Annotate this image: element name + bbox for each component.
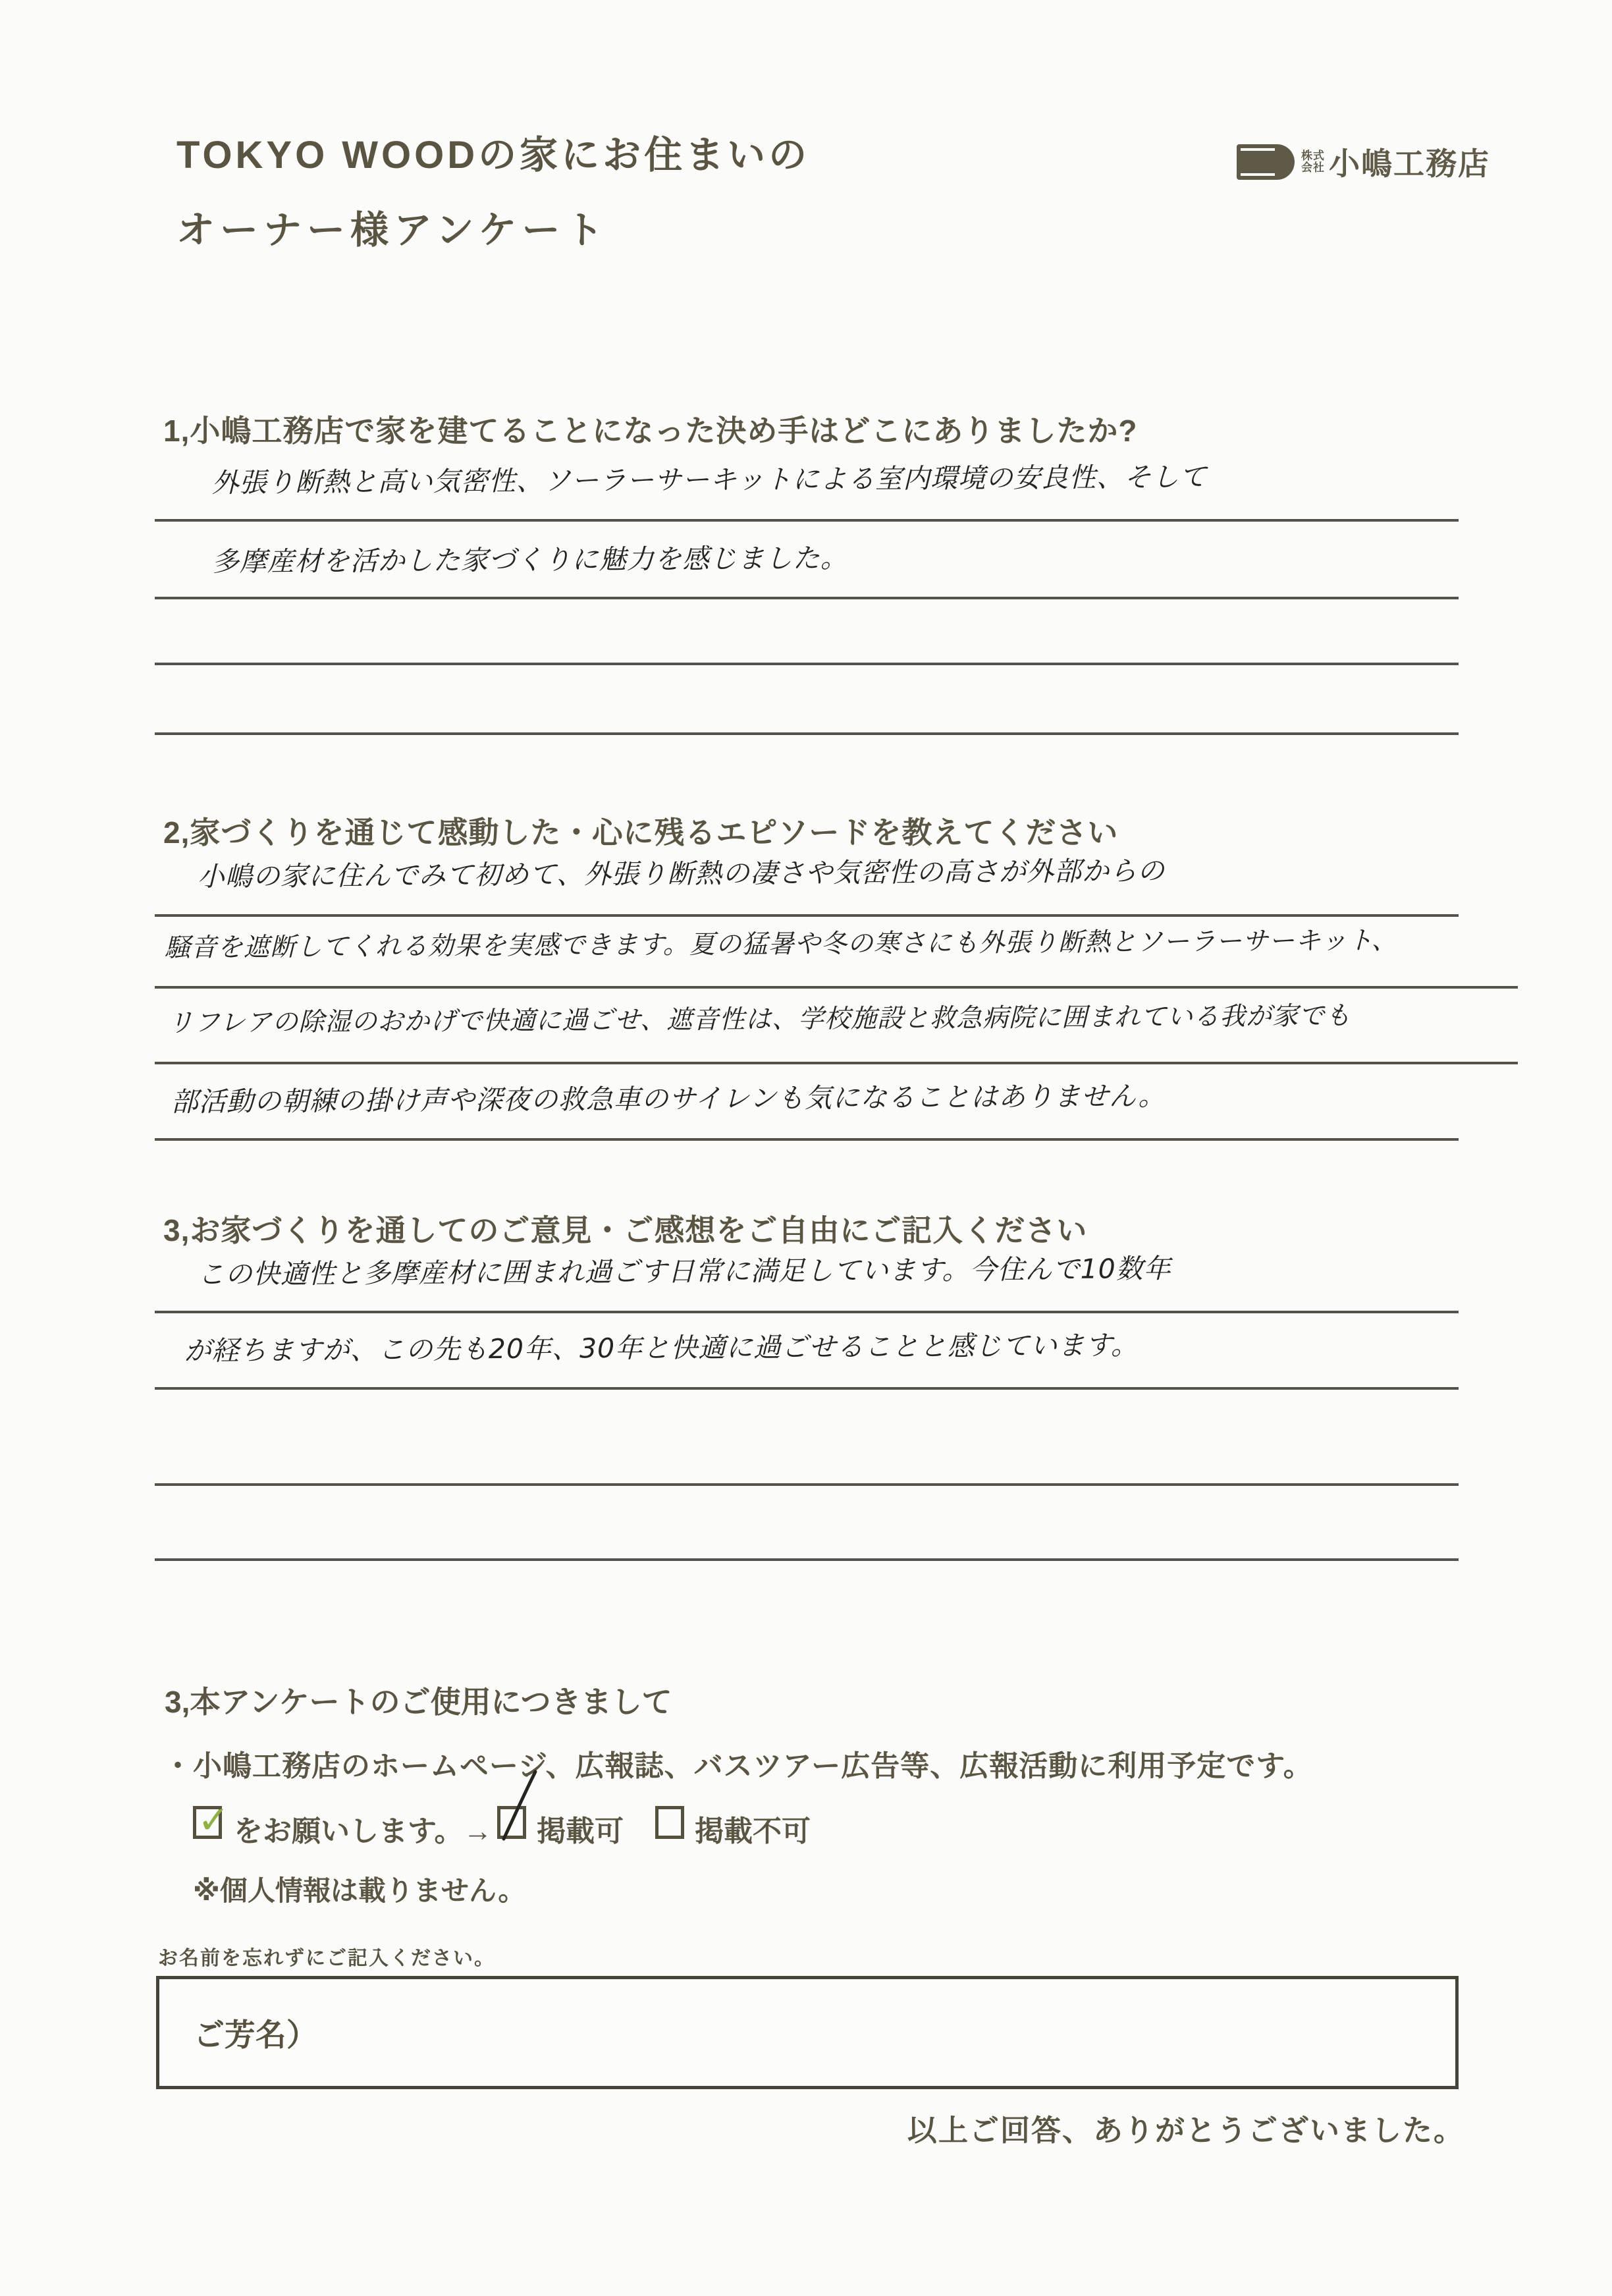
publish-ok-label: 掲載可 xyxy=(537,1815,624,1847)
ruled-line xyxy=(155,914,1459,917)
company-prefix xyxy=(1301,150,1325,174)
name-reminder-note: お名前を忘れずにご記入ください。 xyxy=(158,1948,495,1969)
form-title-line2: オーナー様アンケート xyxy=(176,209,609,252)
question-3-answer-line: この快適性と多摩産材に囲まれ過ごす日常に満足しています。今住んで10数年 xyxy=(197,1252,1171,1290)
company-logo xyxy=(1237,140,1490,184)
ruled-line xyxy=(155,732,1459,735)
company-prefix-char: 社 xyxy=(1313,161,1324,174)
ruled-line xyxy=(155,597,1459,599)
question-2-heading: 2,家づくりを通じて感動した・心に残るエピソードを教えてください xyxy=(163,815,1119,850)
ruled-line xyxy=(155,1311,1459,1313)
question-3-heading: 3,お家づくりを通してのご意見・ご感想をご自由にご記入ください xyxy=(163,1213,1088,1247)
usage-section-heading: 3,本アンケートのご使用につきまして xyxy=(165,1685,672,1719)
ruled-line xyxy=(155,986,1518,989)
question-3-answer-line: が経ちますが、この先も20年、30年と快適に過ごせることと感じています。 xyxy=(184,1329,1139,1367)
publish-ok-checkbox xyxy=(497,1806,526,1839)
ruled-line xyxy=(155,1483,1459,1486)
company-name: 小嶋工務店 xyxy=(1329,146,1490,181)
ruled-line xyxy=(155,1558,1459,1561)
ruled-line xyxy=(155,663,1459,665)
question-1-answer-line: 多摩産材を活かした家づくりに魅力を感じました。 xyxy=(211,542,848,578)
green-check-icon: ✓ xyxy=(198,1799,230,1842)
ruled-line xyxy=(155,1062,1518,1064)
name-field-label: ご芳名） xyxy=(194,2017,317,2052)
company-prefix-char: 株 xyxy=(1301,149,1312,162)
company-prefix-char: 式 xyxy=(1313,149,1324,162)
usage-bullet-text: ・小嶋工務店のホームページ、広報誌、バスツアー広告等、広報活動に利用予定です。 xyxy=(163,1750,1313,1782)
publish-ng-checkbox xyxy=(655,1806,684,1839)
name-field-box xyxy=(156,1976,1459,2089)
question-1-answer-line: 外張り断熱と高い気密性、ソーラーサーキットによる室内環境の安良性、そして xyxy=(211,460,1208,499)
closing-thanks-text: 以上ご回答、ありがとうございました。 xyxy=(907,2114,1465,2147)
publish-ng-label: 掲載不可 xyxy=(695,1815,811,1847)
sample-checked-checkbox xyxy=(193,1799,230,1842)
question-2-answer-line: 騒音を遮断してくれる効果を実感できます。夏の猛暑や冬の寒さにも外張り断熱とソーラーサーキット、 xyxy=(164,925,1398,963)
privacy-note: ※個人情報は載りません。 xyxy=(193,1875,526,1906)
question-2-answer-line: 小嶋の家に住んでみて初めて、外張り断熱の凄さや気密性の高さが外部からの xyxy=(197,855,1166,892)
ruled-line xyxy=(155,519,1459,522)
form-title-line1: TOKYO WOODの家にお住まいの xyxy=(176,134,811,177)
checkbox-instruction-label: をお願いします。→ xyxy=(234,1815,493,1847)
question-2-answer-line: 部活動の朝練の掛け声や深夜の救急車のサイレンも気になることはありません。 xyxy=(171,1080,1166,1118)
ruled-line xyxy=(155,1387,1459,1390)
company-prefix-char: 会 xyxy=(1301,161,1312,174)
ruled-line xyxy=(155,1138,1459,1141)
question-2-answer-line: リフレアの除湿のおかげで快適に過ごせ、遮音性は、学校施設と救急病院に囲まれている我が家でも xyxy=(167,1001,1352,1038)
question-1-heading: 1,小嶋工務店で家を建てることになった決め手はどこにありましたか? xyxy=(163,414,1138,448)
company-logo-mark-icon xyxy=(1237,144,1295,180)
